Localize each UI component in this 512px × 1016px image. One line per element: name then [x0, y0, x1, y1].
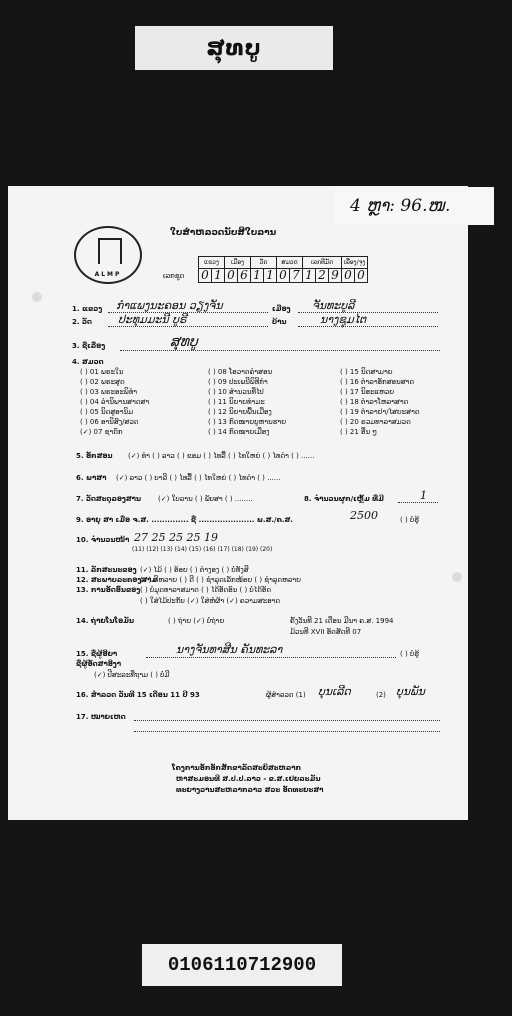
code-header: ເມືອງ: [225, 257, 251, 269]
category-option: ( ) 02 ພຣະສູດ: [80, 378, 125, 386]
form-title: ໃບສຳຫລວດນັບສິໃບລານ: [170, 228, 277, 238]
category-option: ( ) 16 ຕຳລາອັກສອນສາດ: [340, 378, 415, 386]
microfilm-date: ຄັ້ງວັນທີ 21 ເດືອນ ມີນາ ຄ.ສ. 1994: [290, 617, 394, 625]
title-value: ສຸທບູ: [170, 334, 198, 350]
dotted-line: [108, 326, 268, 327]
script-label: 5. ອັກສອນ: [76, 452, 113, 460]
temple-label: 2. ວັດ: [72, 318, 92, 326]
code-digit: 0: [225, 269, 238, 283]
category-option: ( ) 10 ສຳນວນທີ່ໄປ: [208, 388, 264, 396]
volume-count-value: 1: [420, 489, 427, 502]
institution-seal: [74, 226, 142, 284]
code-digit: 1: [303, 269, 316, 283]
film-code-label: 0106110712900: [142, 944, 342, 986]
age-unknown: ( ) ບໍ່ຮູ້: [400, 516, 420, 524]
volume-count-label: 8. ຈຳນວນຜູກ/ເຫຼັ້ມ ທີ່ມີ: [304, 495, 384, 503]
material-label: 7. ວັດສະດຸລອງສານ: [76, 495, 142, 503]
microfilm-options: ( ) ຖ່າຍ (✓) ບໍ່ຖ່າຍ: [168, 617, 225, 625]
category-option: ( ) 05 ນິດສູອານິມ: [80, 408, 133, 416]
code-header: ສມວດ: [277, 257, 303, 269]
storage-options: ( ) ບໍ່ມຸດທາລາສມາດ ( ) ໄດ້ອັດອົນ ( ) ບໍ່ໄດ້ອັດ: [140, 586, 272, 594]
binding-options: (✓) ໄມ້ ( ) ອ້ອຍ ( ) ຕຳງອງ ( ) ບໍ່ທັງສິ: [140, 566, 249, 574]
province-value: ກຳແພງນະຄອນ ວຽງຈັນ: [116, 299, 223, 312]
district-label: ເມືອງ: [272, 305, 291, 313]
village-value: ນາງຊຸມໄຕ: [320, 313, 367, 326]
province-label: 1. ແຂວງ: [72, 305, 103, 313]
owner-value: ນາງຈັນທາສີນ ຄັນທະລາ: [176, 643, 283, 656]
category-option: ( ) 03 ພຣະອະພິທຳ: [80, 388, 138, 396]
village-label: ບ້ານ: [272, 318, 287, 326]
remarks-label: 17. ໝາຍເຫດ: [76, 713, 126, 721]
category-option: ( ) 14 ກົດໝາຍເມືອງ: [208, 428, 270, 436]
code-digit: 2: [316, 269, 329, 283]
code-digit: 1: [264, 269, 277, 283]
code-digit: 0: [277, 269, 290, 283]
dotted-line: [298, 326, 438, 327]
code-digit: 9: [329, 269, 342, 283]
category-option: ( ) 01 ພຣະໃນ: [80, 368, 124, 376]
surveyor-2-label: (2): [376, 691, 386, 699]
code-digit: 0: [199, 269, 212, 283]
condition-label: 12. ສະພາບລະຄອງສາມ: [76, 576, 158, 584]
punch-hole: [452, 572, 462, 582]
owner-label: 15. ຊື່ຜູ້ອີຍາ: [76, 650, 118, 658]
owner-options: (✓) ປີສະລະທີ່ຖາມ ( ) ບໍ່ມີ: [94, 671, 170, 679]
surveyor-label: ຜູ້ສຳລວດ (1): [266, 691, 306, 699]
category-option: (✓) 07 ຊາດົກ: [80, 428, 123, 436]
category-option: ( ) 19 ຕຳລາຢາ/ໄສຍະສາດ: [340, 408, 420, 416]
code-header: ເລື່ອງ/ຈຸງ: [342, 257, 368, 269]
page-count-label: 10. ຈຳນວນໜ້າ: [76, 536, 130, 544]
category-option: ( ) 13 ກົດໝາຍບູຫານຮາຍ: [208, 418, 287, 426]
code-digit: 0: [342, 269, 355, 283]
dotted-line: [134, 720, 440, 721]
code-header: ວັດ: [251, 257, 277, 269]
surveyor-1-signature: ບຸນເລີດ: [318, 685, 351, 698]
punch-hole: [32, 292, 42, 302]
code-digit: 6: [238, 269, 251, 283]
code-grid: [198, 256, 368, 283]
script-options: (✓) ທຳ ( ) ລາວ ( ) ຂອມ ( ) ໄທລື້ ( ) ໄທໃຫຍ່ ( ) ໄທດຳ ( ) ......: [128, 452, 315, 460]
age-label: 9. ອາຍຸ ສາ ເມື່ອ ຈ.ສ. .............. ຊື່ ..................... ພ.ສ./ຄ.ສ.: [76, 516, 293, 524]
owner-unknown: ( ) ບໍ່ຮູ້: [400, 650, 420, 658]
category-option: ( ) 20 ຣວມທາລາສມວດ: [340, 418, 411, 426]
code-digit: 0: [355, 269, 368, 283]
material-options: (✓) ໃບລານ ( ) ພັບສາ ( ) ........: [158, 495, 253, 503]
condition-options: (✓) ດີຫລາຍ ( ) ດີ ( ) ຊຳລຸດເລັກໜ້ອຍ ( ) ຊຳລຸດຫລາຍ: [140, 576, 301, 584]
category-option: ( ) 08 ໂອວາດຄຳສອນ: [208, 368, 273, 376]
survey-date-label: 16. ສຳລວດ ວັນທີ 15 ເດືອນ 11 ປີ 93: [76, 691, 200, 699]
category-option: ( ) 04 ລຳນິພານສາດສາ: [80, 398, 150, 406]
corner-note: 4 ຫຼາ: 96.ໜ.: [334, 187, 494, 225]
age-value: 2500: [350, 509, 378, 522]
category-label: 4. ສມວດ: [72, 358, 104, 366]
district-value: ຈັນທະບູລີ: [312, 299, 355, 312]
category-option: ( ) 12 ນິຍາຍພື້ນເມືອງ: [208, 408, 272, 416]
temple-icon: [98, 238, 122, 264]
category-option: ( ) 17 ນິອະແຫວຍ: [340, 388, 395, 396]
storage-label: 13. ການອັດອົນຂອງ: [76, 586, 141, 594]
dotted-line: [398, 502, 438, 503]
category-option: ( ) 11 ນິຍາຍທຳມະ: [208, 398, 265, 406]
code-digit: 1: [251, 269, 264, 283]
code-header: ແຂວງ: [199, 257, 225, 269]
code-label: ເລກຊຸດ: [163, 272, 185, 280]
category-option: ( ) 06 ອານິສົງ/ສວດ: [80, 418, 139, 426]
footer-line-1: ໂຄງການອັກອັກສັກຂາລັດສະຍິສະຫລາກ: [172, 764, 302, 772]
microfilm-roll: ມ້ວນທີ XVII ອັດສັດທີ 07: [290, 628, 362, 636]
dotted-line: [120, 350, 440, 351]
code-header: ເລກທີມັດ: [303, 257, 342, 269]
microfilm-label: 14. ຖ່າຍໂນໂອມັນ: [76, 617, 135, 625]
footer-line-3: ທະຍາງວານສະຫລາກລາວ ສວະ ອັດທະຍະສາ: [176, 786, 324, 794]
seal-text: ALMP: [94, 271, 122, 278]
code-digit: 1: [212, 269, 225, 283]
footer-line-2: ຫາສະມອນທີ ສ.ປ.ປ.ລາວ - ຂ.ສ.ເຢຍລະມັນ: [176, 775, 321, 783]
owner-label-2: ຊື່ຜູ້ອັດສາອີງາ: [76, 660, 122, 668]
page-count-values: 27 25 25 25 19: [134, 531, 218, 544]
storage-options-2: ( ) ໃສ່ໄມ້ປະກັບ (✓) ໃສ່ຫໍ່ຜ້າ (✓) ຄວາມສະອາດ: [140, 597, 281, 605]
category-option: ( ) 21 ອື່ນ ໆ: [340, 428, 378, 436]
category-option: ( ) 15 ນິດສາມາຍ: [340, 368, 393, 376]
surveyor-2-signature: ບຸນພັນ: [396, 685, 425, 698]
dotted-line: [298, 312, 438, 313]
category-option: ( ) 09 ປະເພນີພິທີກຳ: [208, 378, 268, 386]
dotted-line: [146, 657, 396, 658]
page-count-numbers: (11) (12) (13) (14) (15) (16) (17) (18) (19) (20): [132, 546, 273, 553]
temple-value: ປະທຸມມະນີ ບູຣີ: [118, 313, 187, 326]
category-option: ( ) 18 ຕຳລາໂຫລາສາດ: [340, 398, 409, 406]
title-label: 3. ຊື່ເລື່ອງ: [72, 342, 106, 350]
dotted-line: [134, 731, 440, 732]
language-label: 6. ພາສາ: [76, 474, 107, 482]
language-options: (✓) ລາວ ( ) ບາລີ ( ) ໄທລື້ ( ) ໄທໃຫຍ່ ( ) ໄທດຳ ( ) ......: [116, 474, 281, 482]
binding-label: 11. ລັກສະນະຂອງ: [76, 566, 137, 574]
code-digit: 7: [290, 269, 303, 283]
header-label: ສຸທບູ: [135, 26, 333, 70]
